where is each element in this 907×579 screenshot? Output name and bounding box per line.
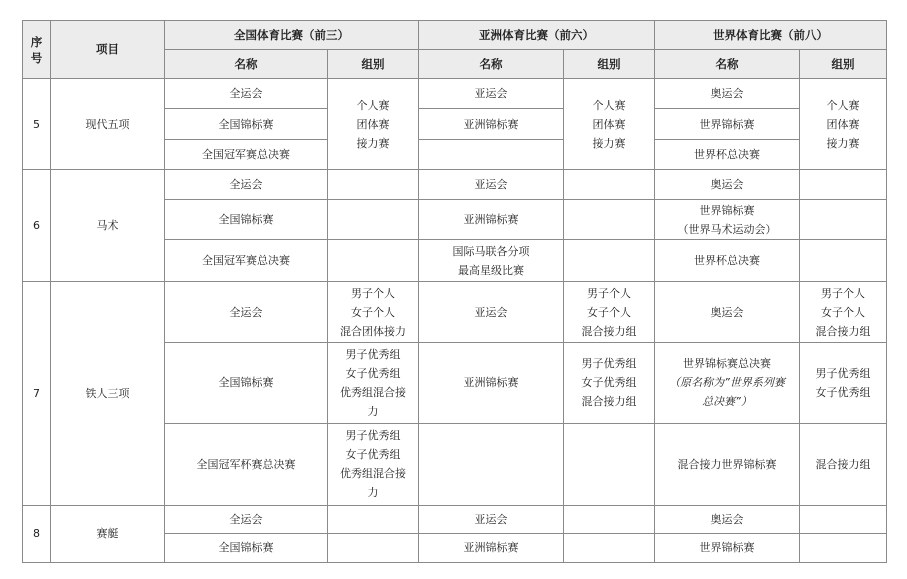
name-cell: 世界锦标赛 [655, 109, 800, 139]
name-cell: 亚洲锦标赛 [419, 199, 564, 239]
name-cell: 亚洲锦标赛 [419, 342, 564, 423]
header-world: 世界体育比赛（前八） [655, 21, 887, 50]
category-line: 个人赛 [826, 98, 860, 112]
category-cell [328, 240, 419, 282]
category-cell [800, 169, 887, 199]
category-cell [800, 533, 887, 562]
header-seq: 序 号 [23, 21, 51, 79]
name-cell: 混合接力世界锦标赛 [655, 424, 800, 505]
category-cell [328, 533, 419, 562]
category-line: 男子优秀组 [815, 366, 871, 380]
category-line: 男子个人 [821, 286, 865, 300]
category-line: 男子个人 [351, 286, 395, 300]
category-cell [328, 342, 419, 423]
project-cell: 现代五项 [51, 79, 165, 169]
category-cell [564, 79, 655, 169]
name-cell: 奥运会 [655, 282, 800, 342]
header-name: 名称 [655, 50, 800, 79]
header-national: 全国体育比赛（前三） [165, 21, 419, 50]
category-line: 力 [367, 486, 379, 500]
category-cell [328, 424, 419, 505]
name-cell: 全国锦标赛 [165, 109, 328, 139]
name-cell: 全运会 [165, 282, 328, 342]
name-cell: 亚运会 [419, 79, 564, 109]
category-line: 男子优秀组 [345, 429, 401, 443]
category-line: 团体赛 [826, 117, 860, 131]
category-cell [328, 505, 419, 533]
name-cell: 全国锦标赛 [165, 199, 328, 239]
name-cell: 全运会 [165, 505, 328, 533]
category-line: 个人赛 [592, 98, 626, 112]
header-project: 项目 [51, 21, 165, 79]
name-cell: 世界锦标赛 [655, 533, 800, 562]
name-cell: 全国锦标赛 [165, 342, 328, 423]
category-cell [564, 240, 655, 282]
header-category: 组别 [800, 50, 887, 79]
name-cell: 亚洲锦标赛 [419, 109, 564, 139]
header-asia: 亚洲体育比赛（前六） [419, 21, 655, 50]
category-cell [564, 505, 655, 533]
name-cell: 奥运会 [655, 169, 800, 199]
category-line: 团体赛 [356, 117, 390, 131]
category-line: 女子个人 [821, 305, 865, 319]
category-cell [800, 199, 887, 239]
category-line: 力 [367, 404, 379, 418]
name-line-italic: （原名称为”世界系列赛 [669, 376, 785, 390]
category-cell [800, 342, 887, 423]
category-line: 男子优秀组 [581, 357, 637, 371]
category-line: 优秀组混合接 [340, 467, 406, 481]
seq-cell: 6 [23, 169, 51, 282]
name-cell [419, 139, 564, 169]
seq-cell: 5 [23, 79, 51, 169]
name-cell [655, 199, 800, 239]
category-cell [564, 169, 655, 199]
category-cell [564, 199, 655, 239]
category-cell: 混合接力组 [800, 424, 887, 505]
name-cell: 全运会 [165, 169, 328, 199]
category-cell [328, 199, 419, 239]
name-line: 最高星级比赛 [458, 263, 524, 277]
category-line: 优秀组混合接 [340, 385, 406, 399]
name-cell: 全运会 [165, 79, 328, 109]
category-line: 接力赛 [356, 136, 390, 150]
name-line: 世界锦标赛 [699, 203, 755, 217]
header-name: 名称 [419, 50, 564, 79]
category-line: 接力赛 [826, 136, 860, 150]
category-line: 混合接力组 [815, 324, 871, 338]
category-line: 女子个人 [351, 305, 395, 319]
category-cell [564, 424, 655, 505]
name-cell: 世界杯总决赛 [655, 240, 800, 282]
category-cell [800, 505, 887, 533]
name-line-italic: 总决赛”） [702, 395, 752, 409]
category-line: 女子优秀组 [581, 376, 637, 390]
category-line: 男子个人 [587, 286, 631, 300]
header-category: 组别 [564, 50, 655, 79]
name-line: 国际马联各分项 [452, 244, 530, 258]
category-cell [564, 282, 655, 342]
project-cell: 铁人三项 [51, 282, 165, 505]
name-cell: 全国冠军赛总决赛 [165, 240, 328, 282]
name-cell [419, 240, 564, 282]
name-cell: 亚运会 [419, 505, 564, 533]
category-line: 混合接力组 [581, 395, 637, 409]
name-cell [419, 424, 564, 505]
category-cell [800, 282, 887, 342]
category-cell [800, 240, 887, 282]
header-category: 组别 [328, 50, 419, 79]
category-cell [800, 79, 887, 169]
category-line: 女子优秀组 [345, 366, 401, 380]
category-cell [328, 79, 419, 169]
category-cell [328, 169, 419, 199]
category-cell [564, 342, 655, 423]
name-cell: 全国冠军杯赛总决赛 [165, 424, 328, 505]
name-line: （世界马术运动会） [677, 222, 777, 236]
seq-cell: 7 [23, 282, 51, 505]
name-cell: 亚运会 [419, 282, 564, 342]
competition-table [22, 20, 887, 563]
category-line: 混合团体接力 [340, 324, 406, 338]
name-cell: 世界杯总决赛 [655, 139, 800, 169]
project-cell: 赛艇 [51, 505, 165, 562]
category-cell [564, 533, 655, 562]
category-line: 女子个人 [587, 305, 631, 319]
name-cell [655, 342, 800, 423]
seq-cell: 8 [23, 505, 51, 562]
category-line: 女子优秀组 [345, 448, 401, 462]
name-line: 世界锦标赛总决赛 [683, 357, 771, 371]
category-cell [328, 282, 419, 342]
category-line: 接力赛 [592, 136, 626, 150]
name-cell: 全国冠军赛总决赛 [165, 139, 328, 169]
name-cell: 亚洲锦标赛 [419, 533, 564, 562]
category-line: 团体赛 [592, 117, 626, 131]
category-line: 个人赛 [356, 98, 390, 112]
name-cell: 奥运会 [655, 79, 800, 109]
header-name: 名称 [165, 50, 328, 79]
name-cell: 亚运会 [419, 169, 564, 199]
project-cell: 马术 [51, 169, 165, 282]
category-line: 男子优秀组 [345, 347, 401, 361]
name-cell: 全国锦标赛 [165, 533, 328, 562]
category-line: 混合接力组 [581, 324, 637, 338]
name-cell: 奥运会 [655, 505, 800, 533]
category-line: 女子优秀组 [815, 385, 871, 399]
